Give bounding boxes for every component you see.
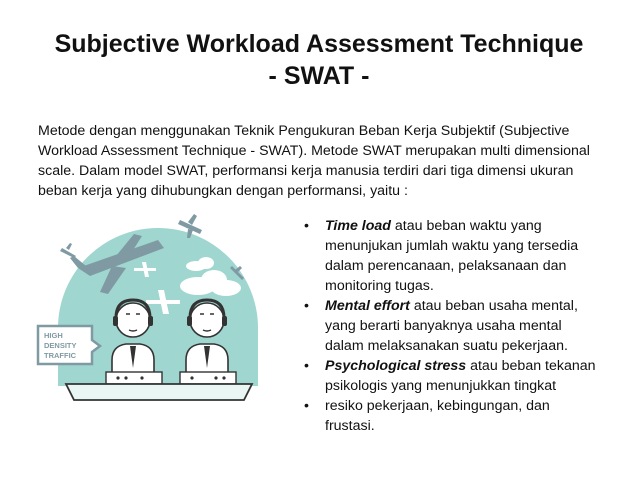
title-line-2: - SWAT -	[268, 62, 370, 90]
high-density-traffic-sign	[38, 326, 100, 364]
bullet-icon: •	[304, 358, 309, 374]
list-item	[302, 356, 602, 396]
list-item	[302, 216, 602, 296]
sign-line-3: TRAFFIC	[44, 351, 77, 360]
slide-title	[0, 28, 638, 92]
list-item	[302, 296, 602, 356]
bullet-icon: •	[304, 218, 309, 234]
bullet-term: Psychological stress	[325, 358, 467, 374]
sign-line-2: DENSITY	[44, 341, 77, 350]
air-traffic-controller-illustration	[30, 208, 280, 408]
list-item	[302, 396, 602, 436]
bullet-text: resiko pekerjaan, kebingungan, dan frustasi.	[325, 398, 550, 434]
bullet-icon: •	[304, 398, 309, 414]
bullet-icon: •	[304, 298, 309, 314]
bullet-text: atau beban tekanan psikologis yang menunjukkan tingkat	[325, 358, 596, 394]
bullet-term: Time load	[325, 218, 391, 234]
console-desk	[66, 384, 252, 400]
small-airplane-icon	[60, 243, 76, 258]
intro-paragraph: Metode dengan menggunakan Teknik Pengukuran Beban Kerja Subjektif (Subjective Workload Assessment Technique - SWAT). Metode SWAT merupakan multi dimensional scale. Dalam model SWAT, performansi kerja manusia terdiri dari tiga dimensi ukuran beban kerja yang dihubungkan dengan performansi, yaitu :	[38, 123, 590, 199]
bullet-text: atau beban waktu yang menunjukan jumlah waktu yang tersedia dalam perencanaan, pelaksanaan dan monitoring tugas.	[325, 218, 579, 294]
bullet-text: atau beban usaha mental, yang berarti banyaknya usaha mental dalam melaksanakan suatu pekerjaan.	[325, 298, 578, 354]
sign-line-1: HIGH	[44, 331, 63, 340]
bullet-term: Mental effort	[325, 298, 410, 314]
title-line-1: Subjective Workload Assessment Technique	[54, 30, 584, 58]
swat-dimension-list	[302, 216, 602, 436]
